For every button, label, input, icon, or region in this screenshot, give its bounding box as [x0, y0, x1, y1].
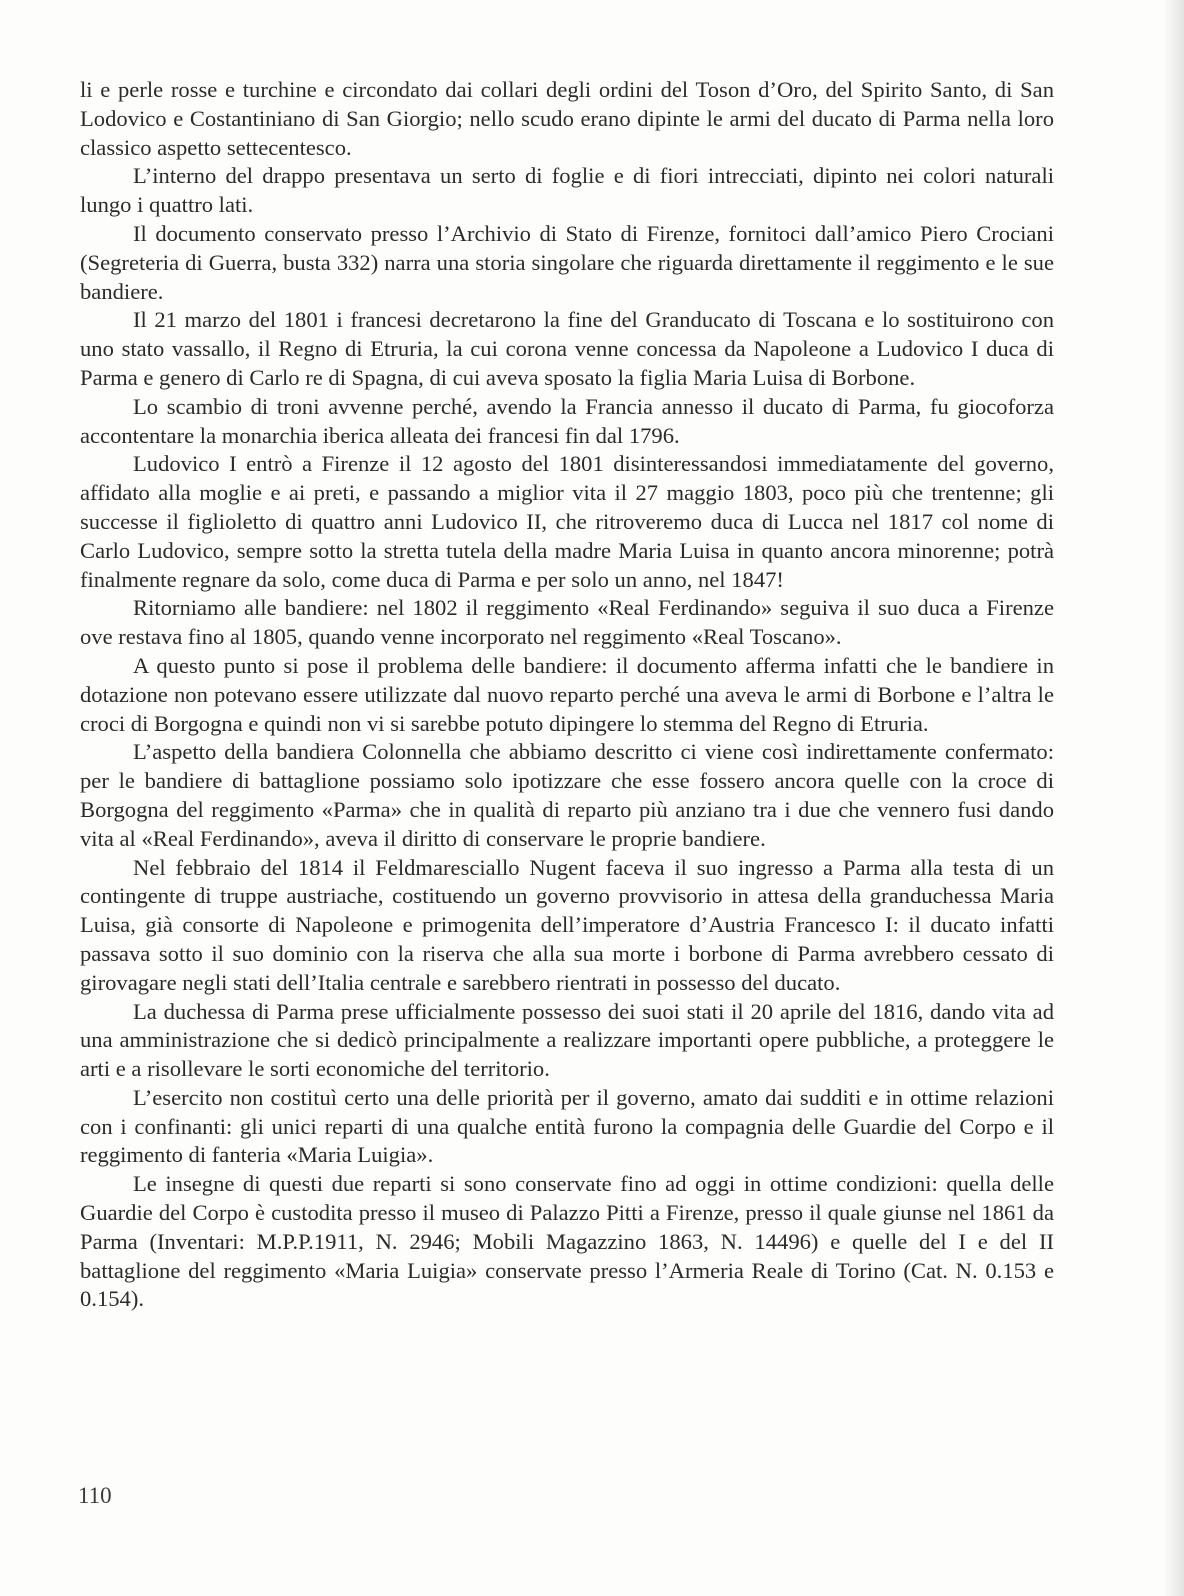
paragraph-1: li e perle rosse e turchine e circondato dai collari degli ordini del Toson d’Oro, del Spirito Santo, di San Lodovico e Costantiniano di San Giorgio; nello scudo erano dipinte le armi del ducato di Parma nella loro classico aspetto settecentesco. [80, 77, 1054, 160]
paragraph-8: A questo punto si pose il problema delle bandiere: il documento afferma infatti che le bandiere in dotazione non potevano essere utilizzate dal nuovo reparto perché una aveva le armi di Borbone e l’altra le croci di Borgogna e quindi non vi si sarebbe potuto dipingere lo stemma del Regno di Etruria. [80, 652, 1054, 736]
paragraph-10: Nel febbraio del 1814 il Feldmaresciallo Nugent faceva il suo ingresso a Parma alla testa di un contingente di truppe austriache, costituendo un governo provvisorio in attesa della granduchessa Maria Luisa, già consorte di Napoleone e primogenita dell’imperatore d’Austria Francesco I: il ducato infatti passava sotto il suo dominio con la riserva che alla sua morte i borbone di Parma avrebbero cessato di girovagare negli stati dell’Italia centrale e sarebbero rientrati in possesso del ducato. [80, 854, 1054, 995]
body-text [80, 76, 1054, 1314]
paragraph-13: Le insegne di questi due reparti si sono conservate fino ad oggi in ottime condizioni: quella delle Guardie del Corpo è custodita presso il museo di Palazzo Pitti a Firenze, presso il quale giunse nel 1861 da Parma (Inventari: M.P.P.1911, N. 2946; Mobili Magazzino 1863, N. 14496) e quelle del I e del II battaglione del reggimento «Maria Luigia» conservate presso l’Armeria Reale di Torino (Cat. N. 0.153 e 0.154). [80, 1171, 1054, 1312]
paragraph-9: L’aspetto della bandiera Colonnella che abbiamo descritto ci viene così indirettamente confermato: per le bandiere di battaglione possiamo solo ipotizzare che esse fossero ancora quelle con la croce di Borgogna del reggimento «Parma» che in qualità di reparto più anziano tra i due che vennero fusi dando vita al «Real Ferdinando», aveva il diritto di conservare le proprie bandiere. [80, 739, 1054, 851]
paragraph-11: La duchessa di Parma prese ufficialmente possesso dei suoi stati il 20 aprile del 1816, dando vita ad una amministrazione che si dedicò principalmente a realizzare importanti opere pubbliche, a proteggere le arti e a risollevare le sorti economiche del territorio. [80, 998, 1054, 1082]
paragraph-12: L’esercito non costituì certo una delle priorità per il governo, amato dai sudditi e in ottime relazioni con i confinanti: gli unici reparti di una qualche entità furono la compagnia delle Guardie del Corpo e il reggimento di fanteria «Maria Luigia». [80, 1084, 1054, 1168]
paragraph-4: Il 21 marzo del 1801 i francesi decretarono la fine del Granducato di Toscana e lo sostituirono con uno stato vassallo, il Regno di Etruria, la cui corona venne concessa da Napoleone a Ludovico I duca di Parma e genero di Carlo re di Spagna, di cui aveva sposato la figlia Maria Luisa di Borbone. [80, 307, 1054, 390]
page-number: 110 [78, 1483, 112, 1508]
paragraph-2: L’interno del drappo presentava un serto di foglie e di fiori intrecciati, dipinto nei colori naturali lungo i quattro lati. [80, 163, 1054, 218]
paragraph-3: Il documento conservato presso l’Archivio di Stato di Firenze, fornitoci dall’amico Piero Crociani (Segreteria di Guerra, busta 332) narra una storia singolare che riguarda direttamente il reggimento e le sue bandiere. [80, 220, 1054, 304]
paragraph-6: Ludovico I entrò a Firenze il 12 agosto del 1801 disinteressandosi immediatamente del governo, affidato alla moglie e ai preti, e passando a miglior vita il 27 maggio 1803, poco più che trentenne; gli successe il figlioletto di quattro anni Ludovico II, che ritroveremo duca di Lucca nel 1817 col nome di Carlo Ludovico, sempre sotto la stretta tutela della madre Maria Luisa in quanto ancora minorenne; potrà finalmente regnare da solo, come duca di Parma e per solo un anno, nel 1847! [80, 451, 1054, 592]
paragraph-5: Lo scambio di troni avvenne perché, avendo la Francia annesso il ducato di Parma, fu giocoforza accontentare la monarchia iberica alleata dei francesi fin dal 1796. [80, 393, 1054, 448]
binding-shadow [1162, 0, 1184, 1596]
paragraph-7: Ritorniamo alle bandiere: nel 1802 il reggimento «Real Ferdinando» seguiva il suo duca a Firenze ove restava fino al 1805, quando venne incorporato nel reggimento «Real Toscano». [80, 595, 1054, 650]
